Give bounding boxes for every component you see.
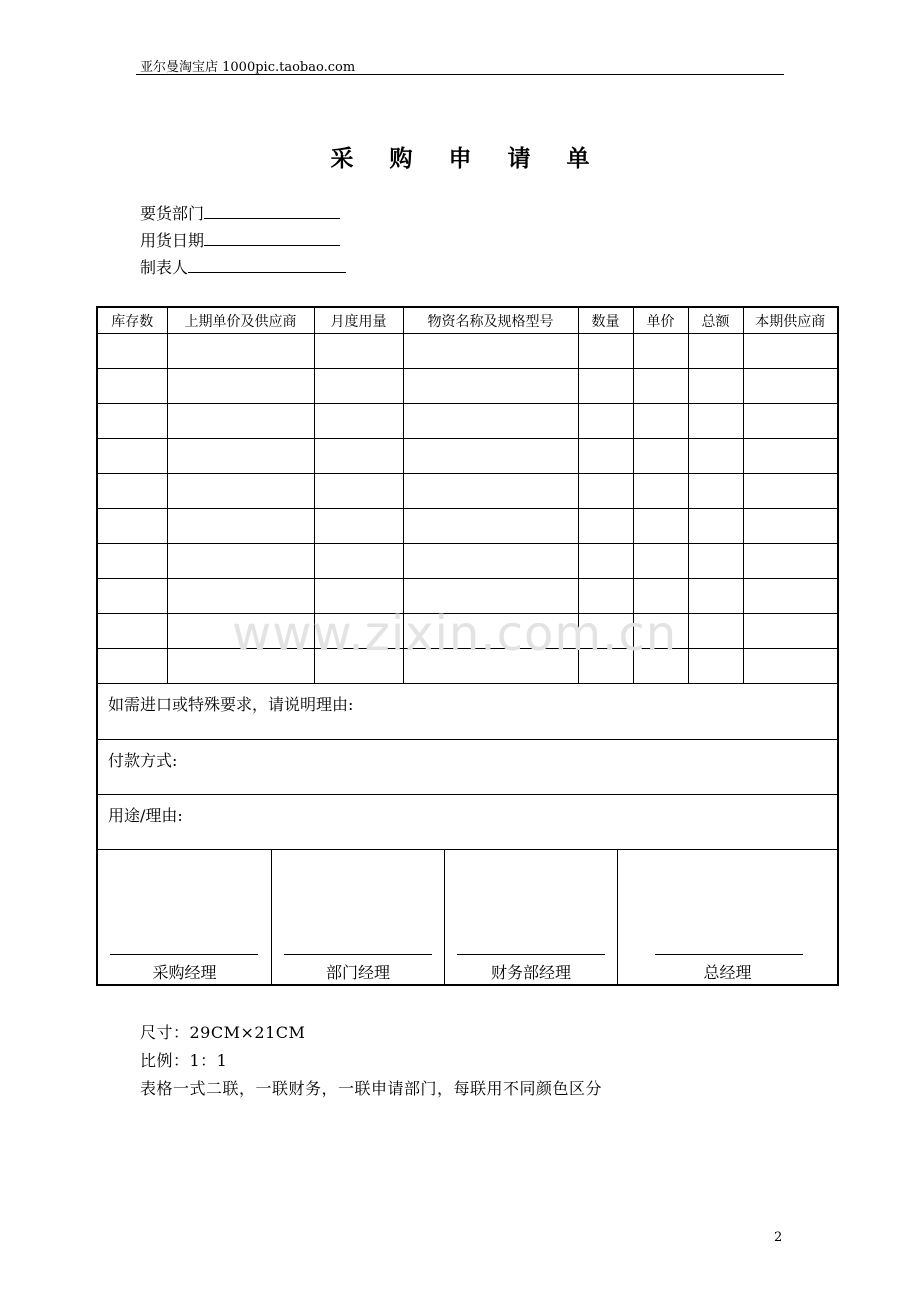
page-title: 采 购 申 请 单 [330,145,604,172]
header-text: 亚尔曼淘宝店 1000pic.taobao.com [140,60,356,75]
table-cell [578,649,633,684]
payment-method-note: 付款方式: [98,739,837,794]
table-cell [403,649,578,684]
table-cell [167,404,314,439]
table-cell [314,369,403,404]
items-table [98,308,837,684]
field-blank-line [204,227,340,246]
field-blank-line [188,254,346,273]
table-row [98,649,837,684]
table-cell [743,404,837,439]
table-cell [314,544,403,579]
table-cell [633,579,688,614]
table-cell [743,439,837,474]
table-cell [578,509,633,544]
signature-box-purchasing-manager [98,850,271,984]
table-cell [403,544,578,579]
table-cell [403,614,578,649]
table-cell [98,614,167,649]
field-request-dept [140,200,340,226]
table-cell [98,474,167,509]
table-cell [167,334,314,369]
table-cell [98,649,167,684]
table-cell [743,614,837,649]
table-row [98,404,837,439]
signature-section [98,849,837,984]
table-cell [688,614,743,649]
table-cell [167,369,314,404]
table-cell [314,334,403,369]
footer-size: 尺寸：29CM×21CM [140,1023,306,1042]
table-cell [578,614,633,649]
table-row [98,369,837,404]
table-row [98,509,837,544]
table-cell [633,439,688,474]
table-cell [403,334,578,369]
table-cell [98,579,167,614]
table-cell [743,509,837,544]
table-cell [633,509,688,544]
table-cell [314,614,403,649]
signature-label: 总经理 [703,963,752,982]
signature-box-general-manager [617,850,837,984]
table-cell [633,544,688,579]
table-cell [167,474,314,509]
purchase-form [96,306,839,986]
table-cell [688,509,743,544]
table-cell [578,334,633,369]
column-header: 本期供应商 [743,308,837,334]
table-cell [403,404,578,439]
column-header: 月度用量 [314,308,403,334]
footer-scale: 比例：1：1 [140,1051,228,1070]
table-cell [743,334,837,369]
signature-box-finance-manager [444,850,617,984]
signature-line [457,954,605,955]
table-row [98,614,837,649]
table-cell [314,649,403,684]
table-cell [578,579,633,614]
table-cell [314,579,403,614]
table-cell [167,649,314,684]
table-row [98,334,837,369]
signature-line [284,954,432,955]
signature-label: 部门经理 [325,963,390,982]
table-cell [688,334,743,369]
table-cell [167,579,314,614]
table-header-row [98,308,837,334]
table-cell [167,544,314,579]
column-header: 数量 [578,308,633,334]
table-cell [633,649,688,684]
page-number: 2 [774,1230,783,1245]
table-cell [167,614,314,649]
signature-label: 采购经理 [152,963,217,982]
table-cell [314,439,403,474]
table-row [98,439,837,474]
table-cell [98,334,167,369]
table-cell [403,439,578,474]
field-label: 要货部门 [140,204,205,223]
table-cell [633,334,688,369]
signature-label: 财务部经理 [490,963,571,982]
table-cell [167,439,314,474]
table-cell [578,474,633,509]
table-cell [743,579,837,614]
column-header: 库存数 [98,308,167,334]
table-cell [314,474,403,509]
table-cell [98,404,167,439]
footer-copies: 表格一式二联，一联财务，一联申请部门，每联用不同颜色区分 [140,1079,603,1098]
field-label: 制表人 [140,258,189,277]
table-cell [403,369,578,404]
table-cell [743,369,837,404]
table-cell [688,544,743,579]
table-cell [403,579,578,614]
column-header: 物资名称及规格型号 [403,308,578,334]
table-cell [403,509,578,544]
table-cell [98,369,167,404]
field-label: 用货日期 [140,231,205,250]
header-divider [136,74,784,75]
table-cell [688,649,743,684]
table-cell [314,404,403,439]
table-cell [688,439,743,474]
column-header: 单价 [633,308,688,334]
table-cell [578,544,633,579]
table-row [98,579,837,614]
table-cell [578,404,633,439]
table-cell [743,649,837,684]
table-cell [743,474,837,509]
table-cell [403,474,578,509]
signature-box-dept-manager [271,850,444,984]
table-cell [633,474,688,509]
watermark: www.zixin.com.cn [232,606,678,662]
signature-line [110,954,258,955]
table-cell [98,509,167,544]
purpose-note: 用途/理由: [98,794,837,849]
special-requirements-note: 如需进口或特殊要求，请说明理由: [108,695,354,714]
table-cell [633,614,688,649]
column-header: 总额 [688,308,743,334]
table-cell [688,579,743,614]
table-cell [633,369,688,404]
table-row [98,474,837,509]
table-cell [98,439,167,474]
field-preparer [140,254,346,280]
table-body [98,334,837,684]
table-cell [688,404,743,439]
table-cell [578,439,633,474]
table-cell [167,509,314,544]
table-row [98,544,837,579]
table-cell [314,509,403,544]
field-use-date [140,227,340,253]
column-header: 上期单价及供应商 [167,308,314,334]
table-cell [578,369,633,404]
signature-line [655,954,803,955]
table-cell [688,474,743,509]
table-cell [98,544,167,579]
field-blank-line [204,200,340,219]
table-cell [633,404,688,439]
table-cell [688,369,743,404]
table-cell [743,544,837,579]
